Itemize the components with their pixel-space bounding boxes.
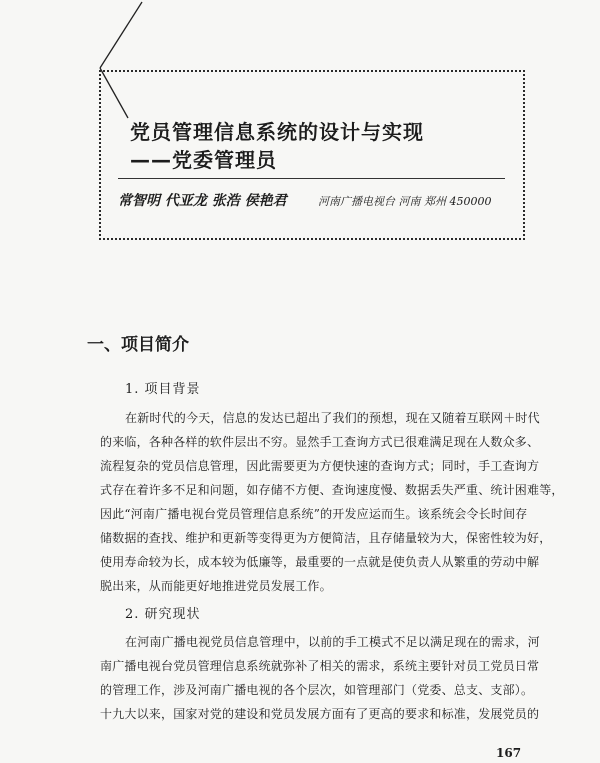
paragraph-line: 流程复杂的党员信息管理，因此需要更为方便快速的查询方式；同时，手工查询方 <box>100 459 540 473</box>
page-number: 167 <box>496 746 522 760</box>
title-rule <box>118 178 505 179</box>
section-heading: 一、项目简介 <box>87 335 189 355</box>
paper-title: 党员管理信息系统的设计与实现 <box>130 120 424 144</box>
paragraph-line: 的来临，各种各样的软件层出不穷。显然手工查询方式已很难满足现在人数众多、 <box>100 435 540 449</box>
affiliation: 河南广播电视台 河南 郑州 450000 <box>318 195 492 208</box>
paragraph-line: 使用寿命较为长，成本较为低廉等，最重要的一点就是使负责人从繁重的劳动中解 <box>100 555 540 569</box>
paragraph-line: 脱出来，从而能更好地推进党员发展工作。 <box>100 579 332 593</box>
paragraph-line: 十九大以来，国家对党的建设和党员发展方面有了更高的要求和标准，发展党员的 <box>100 707 540 721</box>
paragraph-line: 因此“河南广播电视台党员管理信息系统”的开发应运而生。该系统会令长时间存 <box>100 507 528 521</box>
author-list: 常智明 代亚龙 张浩 侯艳君 <box>118 193 287 209</box>
paragraph-line: 南广播电视台党员管理信息系统就弥补了相关的需求，系统主要针对员工党员日常 <box>100 659 540 673</box>
paper-subtitle: ——党委管理员 <box>130 148 277 172</box>
paragraph-line: 式存在着许多不足和问题，如存储不方便、查询速度慢、数据丢失严重、统计困难等， <box>100 483 564 497</box>
paragraph-line: 在新时代的今天，信息的发达已超出了我们的预想，现在又随着互联网＋时代 <box>125 411 540 425</box>
paragraph-line: 在河南广播电视党员信息管理中，以前的手工模式不足以满足现在的需求，河 <box>125 635 540 649</box>
subsection-heading-background: 1. 项目背景 <box>125 382 201 397</box>
paragraph-line: 储数据的查找、维护和更新等变得更为方便简洁，且存储量较为大，保密性较为好， <box>100 531 552 545</box>
subsection-heading-status: 2. 研究现状 <box>125 607 201 622</box>
paragraph-line: 的管理工作，涉及河南广播电视的各个层次，如管理部门（党委、总支、支部）。 <box>100 683 534 697</box>
